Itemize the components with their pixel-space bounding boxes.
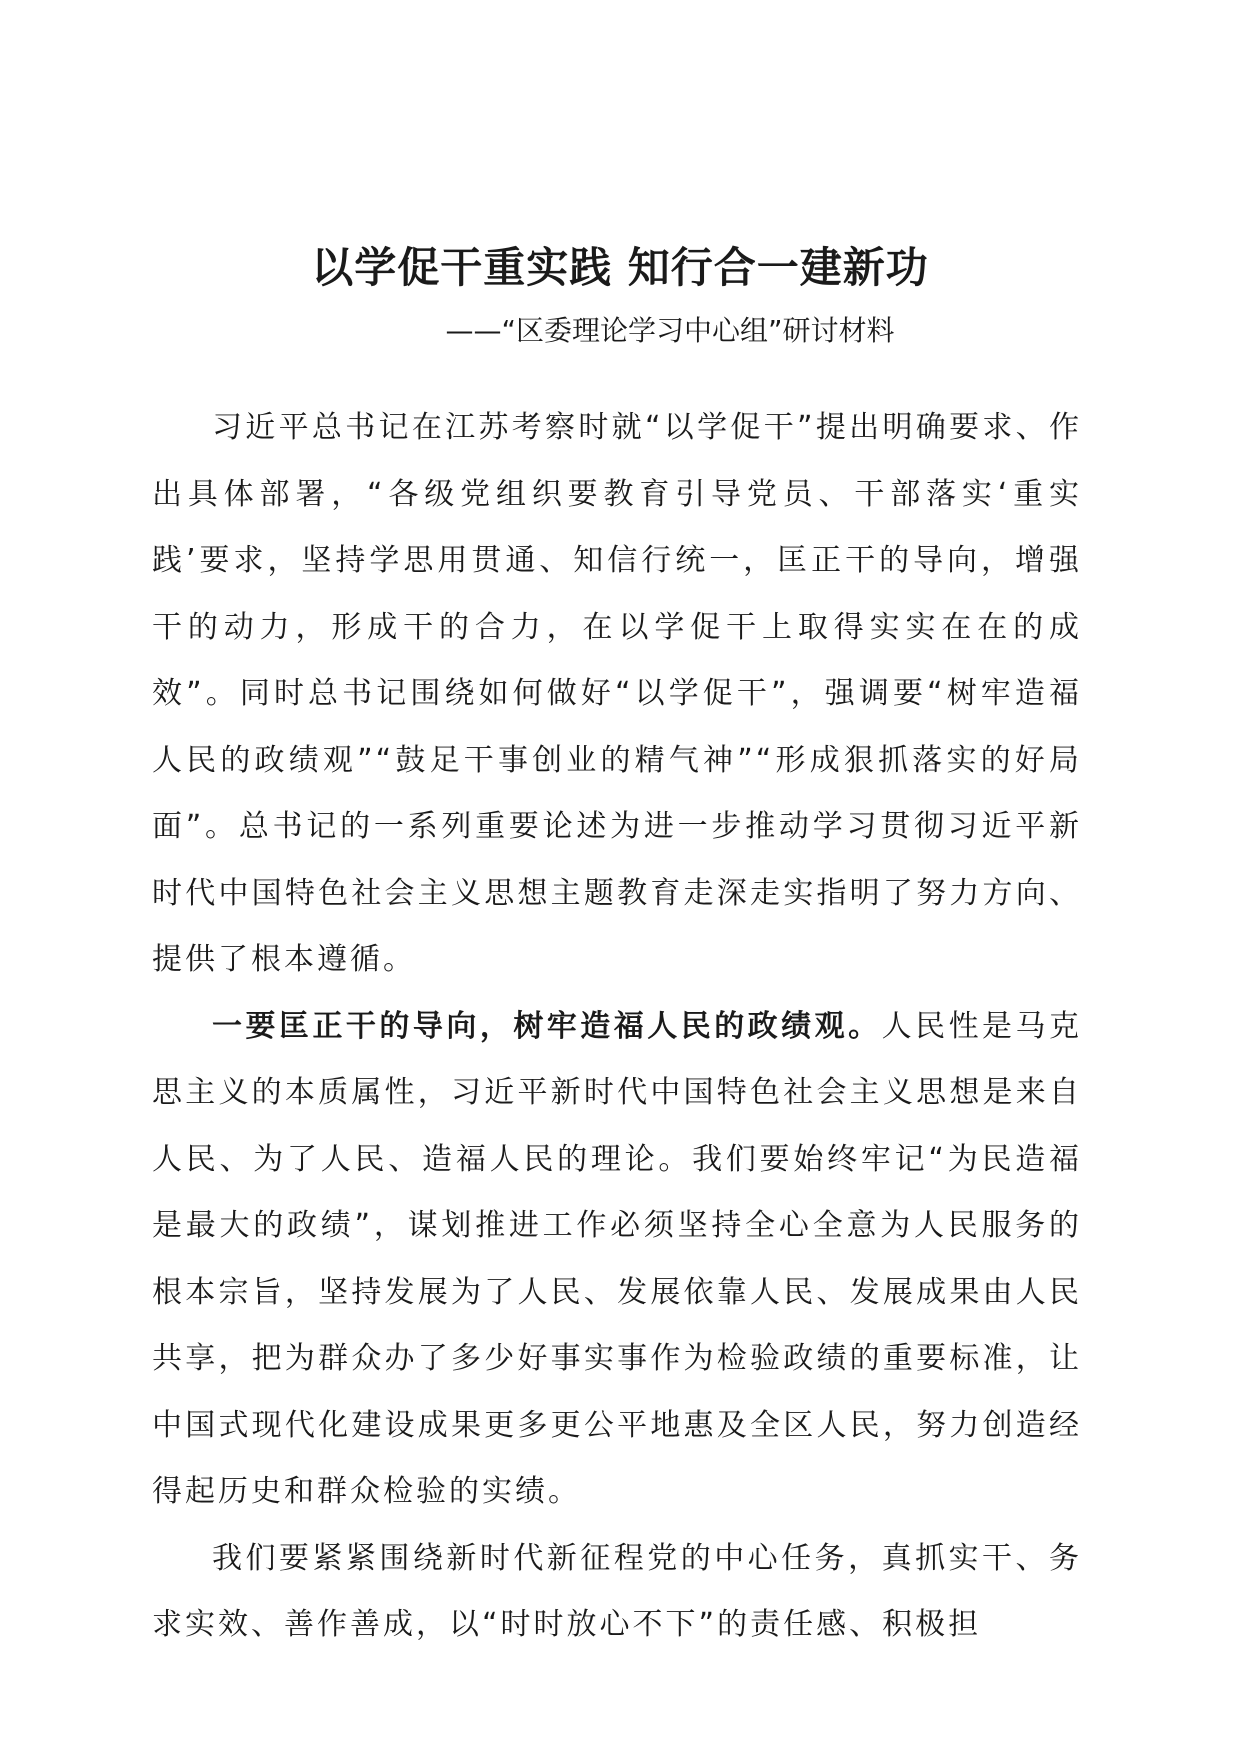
paragraph-continuation <box>152 1526 1082 1659</box>
paragraph-text: 习近平总书记在江苏考察时就“以学促干”提出明确要求、作出具体部署，“各级党组织要教育引导党员、干部落实‘重实践’要求，坚持学思用贯通、知信行统一，匡正干的导向，增强干的动力，形成干的合力，在以学促干上取得实实在在的成效”。同时总书记围绕如何做好“以学促干”，强调要“树牢造福人民的政绩观”“鼓足干事创业的精气神”“形成狠抓落实的好局面”。总书记的一系列重要论述为进一步推动学习贯彻习近平新时代中国特色社会主义思想主题教育走深走实指明了努力方向、提供了根本遵循。 <box>152 410 1082 977</box>
paragraph-heading: 一要匡正干的导向，树牢造福人民的政绩观。 <box>212 1008 882 1044</box>
document-body <box>152 395 1082 1659</box>
document-subtitle: ——“区委理论学习中心组”研讨材料 <box>445 314 895 347</box>
paragraph-text: 我们要紧紧围绕新时代新征程党的中心任务，真抓实干、务求实效、善作善成，以“时时放心不下”的责任感、积极担 <box>152 1540 1082 1642</box>
paragraph-point-one <box>152 994 1082 1526</box>
document-title: 以学促干重实践 知行合一建新功 <box>311 243 929 292</box>
paragraph-intro <box>152 395 1082 994</box>
paragraph-text: 人民性是马克思主义的本质属性，习近平新时代中国特色社会主义思想是来自人民、为了人民、造福人民的理论。我们要始终牢记“为民造福是最大的政绩”，谋划推进工作必须坚持全心全意为人民服务的根本宗旨，坚持发展为了人民、发展依靠人民、发展成果由人民共享，把为群众办了多少好事实事作为检验政绩的重要标准，让中国式现代化建设成果更多更公平地惠及全区人民，努力创造经得起历史和群众检验的实绩。 <box>152 1008 1083 1509</box>
